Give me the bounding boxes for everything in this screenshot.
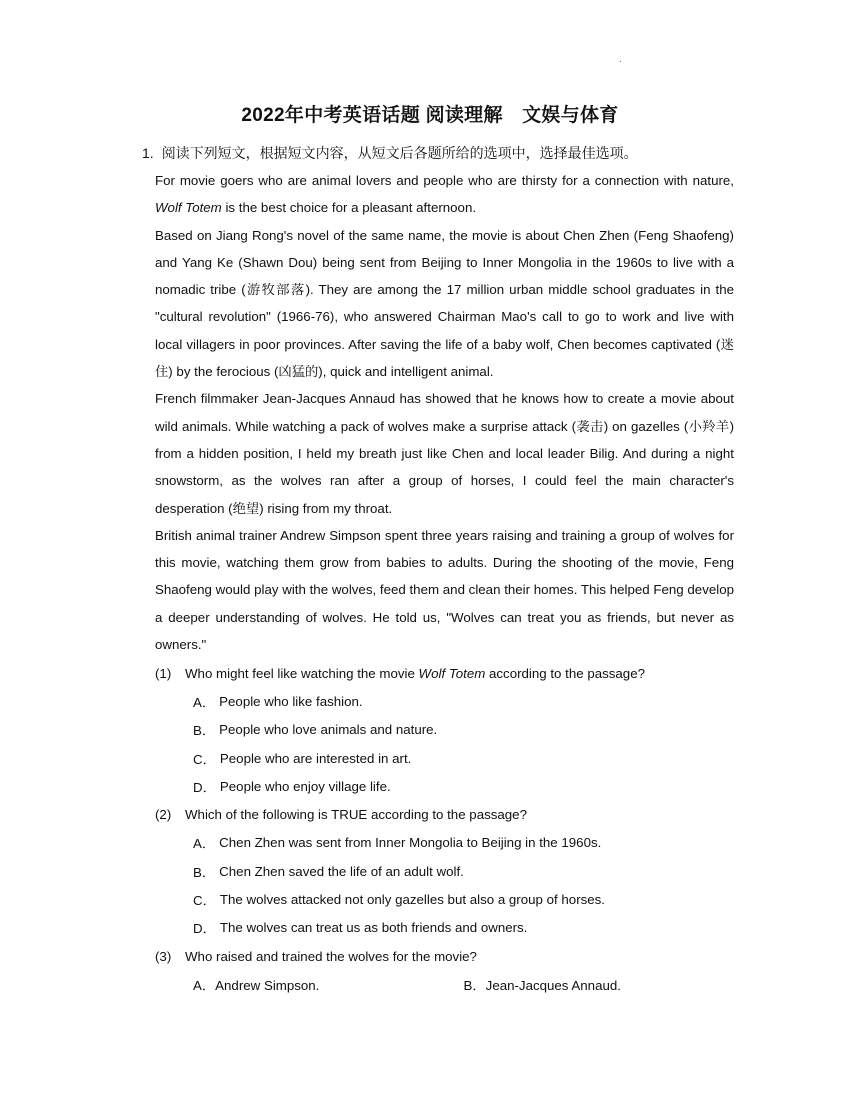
sub-question-number: (3) — [155, 948, 172, 964]
sub-question-text-b: according to the passage? — [485, 665, 645, 681]
option-text: Chen Zhen was sent from Inner Mongolia to Beijing in the 1960s. — [219, 835, 602, 851]
option-text: People who like fashion. — [219, 693, 363, 709]
sub-question-1 — [155, 659, 734, 687]
passage-paragraph-2: Based on Jiang Rong's novel of the same name, the movie is about Chen Zhen (Feng Shaofeng) and Yang Ke (Shawn Dou) being sent from Beijing to Inner Mongolia in the 1960s to live with a nomadic tribe (游牧部落). They are among the 17 million urban middle school graduates in the "cultural revolution" (1966-76), who answered Chairman Mao's call to go to work and live with local villagers in poor provinces. After saving the life of a baby wolf, Chen becomes captivated (迷住) by the ferocious (凶猛的), quick and intelligent animal. — [155, 227, 734, 380]
sub-question-number: (1) — [155, 665, 172, 681]
option-text: People who are interested in art. — [219, 750, 412, 766]
sub-question-number: (2) — [155, 807, 172, 823]
sub-question-text — [185, 666, 645, 681]
sub-question-text: Who raised and trained the wolves for the movie? — [185, 948, 477, 964]
option-3a[interactable] — [193, 975, 464, 994]
option-1b[interactable] — [155, 716, 734, 744]
option-1a[interactable] — [155, 687, 734, 715]
option-2a[interactable] — [155, 829, 734, 857]
option-2c[interactable] — [155, 885, 734, 913]
movie-title: Wolf Totem — [155, 200, 222, 216]
sub-question-movie-title: Wolf Totem — [418, 665, 486, 681]
option-letter: D． — [193, 921, 216, 937]
option-text: Chen Zhen saved the life of an adult wolf. — [219, 863, 464, 879]
sub-question-text: Which of the following is TRUE according to the passage? — [185, 807, 527, 823]
option-text: Jean-Jacques Annaud. — [485, 977, 621, 993]
option-letter: B． — [193, 723, 216, 739]
option-text: The wolves attacked not only gazelles but also a group of horses. — [219, 892, 606, 908]
sub-questions — [155, 659, 734, 999]
passage-paragraph-3: French filmmaker Jean-Jacques Annaud has showed that he knows how to create a movie about wild animals. While watching a pack of wolves make a surprise attack (袭击) on gazelles (小羚羊) from a hidden position, I held my breath just like Chen and local leader Bilig. And during a night snowstorm, as the wolves ran after a group of horses, I could feel the main character's desperation (绝望) rising from my throat. — [155, 391, 734, 516]
option-letter: B． — [193, 864, 216, 880]
option-text: People who love animals and nature. — [219, 722, 438, 738]
passage-paragraph-1 — [155, 167, 734, 222]
option-letter: A． — [193, 977, 216, 993]
option-text: Andrew Simpson. — [215, 977, 320, 993]
reading-passage — [155, 167, 734, 658]
option-2b[interactable] — [155, 857, 734, 885]
option-letter: A． — [193, 694, 216, 710]
option-letter: C． — [193, 893, 216, 909]
passage-p1-text-a: For movie goers who are animal lovers and people who are thirsty for a connection with nature, — [155, 173, 734, 188]
page-marker-dot: . — [619, 54, 622, 65]
option-3b[interactable] — [464, 975, 735, 994]
page-title: 2022年中考英语话题 阅读理解 文娱与体育 — [241, 105, 619, 126]
sub-question-3 — [155, 942, 734, 970]
option-letter: B． — [463, 977, 486, 993]
sub-question-2 — [155, 800, 734, 828]
question-number: 1. — [142, 145, 154, 161]
option-2d[interactable] — [155, 914, 734, 942]
option-text: The wolves can treat us as both friends and owners. — [219, 920, 528, 936]
question-header — [142, 143, 638, 163]
option-1d[interactable] — [155, 772, 734, 800]
option-letter: C． — [193, 751, 216, 767]
option-letter: A． — [193, 836, 216, 852]
option-1c[interactable] — [155, 744, 734, 772]
option-letter: D． — [193, 779, 216, 795]
option-text: People who enjoy village life. — [219, 778, 391, 794]
sub-question-text-a: Who might feel like watching the movie — [185, 665, 419, 681]
question-instruction: 阅读下列短文，根据短文内容，从短文后各题所给的选项中，选择最佳选项。 — [161, 145, 638, 161]
passage-paragraph-4: British animal trainer Andrew Simpson spent three years raising and training a group of wolves for this movie, watching them grow from babies to adults. During the shooting of the movie, Feng Shaofeng would play with the wolves, feed them and clean their homes. This helped Feng develop a deeper understanding of wolves. He told us, "Wolves can treat you as friends, but never as owners." — [155, 527, 734, 653]
options-row-3 — [155, 970, 734, 998]
passage-p1-text-b: is the best choice for a pleasant afternoon. — [221, 200, 477, 216]
